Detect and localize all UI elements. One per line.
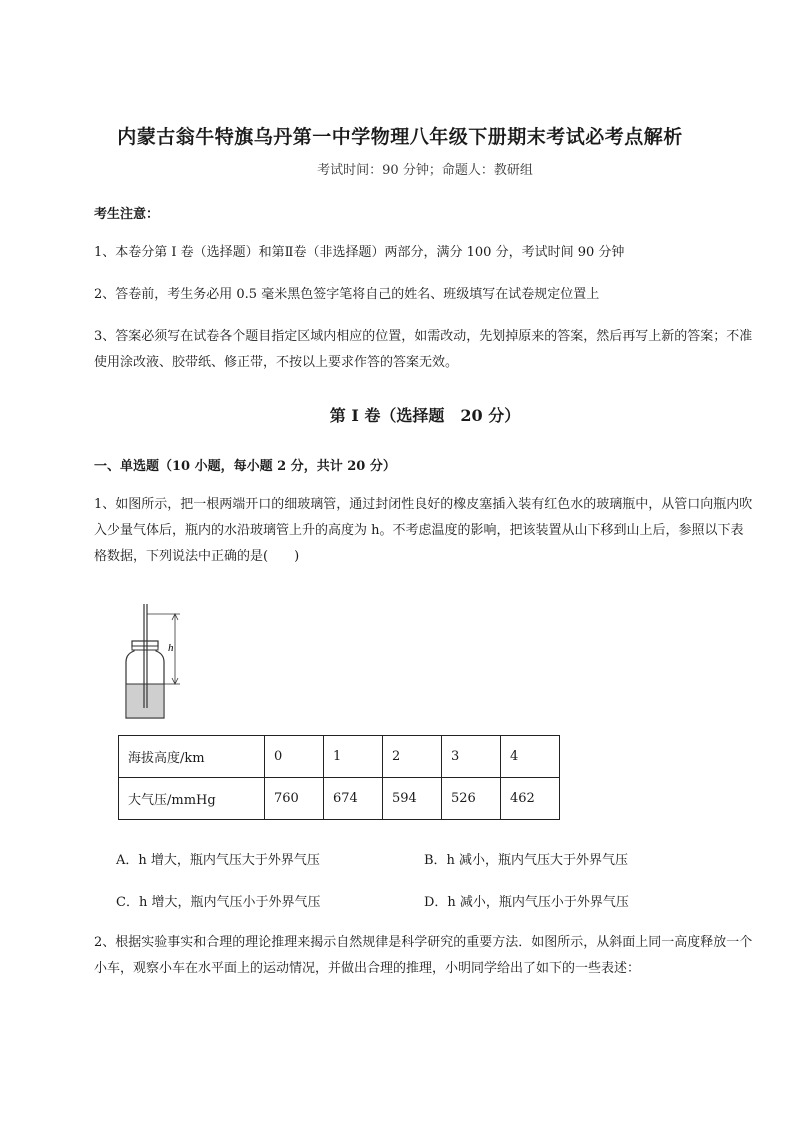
part-heading: 一、单选题（10 小题，每小题 2 分，共计 20 分） (94, 459, 396, 474)
table-cell: 海拔高度/km (119, 736, 265, 778)
notice-heading: 考生注意： (94, 207, 160, 222)
table-row (119, 736, 560, 778)
option-b[interactable]: B．h 减小，瓶内气压大于外界气压 (424, 853, 629, 868)
altitude-pressure-table (118, 735, 560, 820)
notice-item-2: 2、答卷前，考生务必用 0.5 毫米黑色签字笔将自己的姓名、班级填写在试卷规定位置上 (94, 287, 600, 302)
option-d[interactable]: D．h 减小，瓶内气压小于外界气压 (424, 895, 629, 910)
table-cell: 4 (501, 736, 560, 778)
table-cell: 3 (442, 736, 501, 778)
exam-title: 内蒙古翁牛特旗乌丹第一中学物理八年级下册期末考试必考点解析 (117, 126, 683, 148)
notice-item-1: 1、本卷分第 I 卷（选择题）和第Ⅱ卷（非选择题）两部分，满分 100 分，考试时间 90 分钟 (94, 245, 625, 260)
table-cell: 0 (265, 736, 324, 778)
question-2-text: 2、根据实验事实和合理的理论推理来揭示自然规律是科学研究的重要方法．如图所示，从斜面上同一高度释放一个小车，观察小车在水平面上的运动情况，并做出合理的推理，小明同学给出了如下的一些表述： (94, 935, 753, 976)
question-1-text: 1、如图所示，把一根两端开口的细玻璃管，通过封闭性良好的橡皮塞插入装有红色水的玻璃瓶中，从管口向瓶内吹入少量气体后，瓶内的水沿玻璃管上升的高度为 h。不考虑温度的影响，把该装置从山下移到山上后，参照以下表格数据，下列说法中正确的是( ) (94, 497, 753, 564)
water-fill (127, 684, 163, 717)
notice-item-3: 3、答案必须写在试卷各个题目指定区域内相应的位置，如需改动，先划掉原来的答案，然后再写上新的答案；不准使用涂改液、胶带纸、修正带，不按以上要求作答的答案无效。 (94, 329, 753, 370)
stopper-ring (132, 646, 158, 650)
bottle-figure (112, 596, 202, 722)
table-cell: 526 (442, 778, 501, 820)
table-cell: 594 (383, 778, 442, 820)
table-cell: 760 (265, 778, 324, 820)
table-row (119, 778, 560, 820)
section-title: 第 I 卷（选择题 20 分） (329, 406, 521, 425)
table-cell: 2 (383, 736, 442, 778)
height-label: h (168, 642, 174, 654)
table-cell: 674 (324, 778, 383, 820)
option-c[interactable]: C．h 增大，瓶内气压小于外界气压 (116, 895, 321, 910)
exam-subtitle: 考试时间：90 分钟；命题人：教研组 (317, 163, 533, 178)
table-cell: 1 (324, 736, 383, 778)
option-a[interactable]: A．h 增大，瓶内气压大于外界气压 (116, 853, 320, 868)
table-cell: 462 (501, 778, 560, 820)
table-cell: 大气压/mmHg (119, 778, 265, 820)
